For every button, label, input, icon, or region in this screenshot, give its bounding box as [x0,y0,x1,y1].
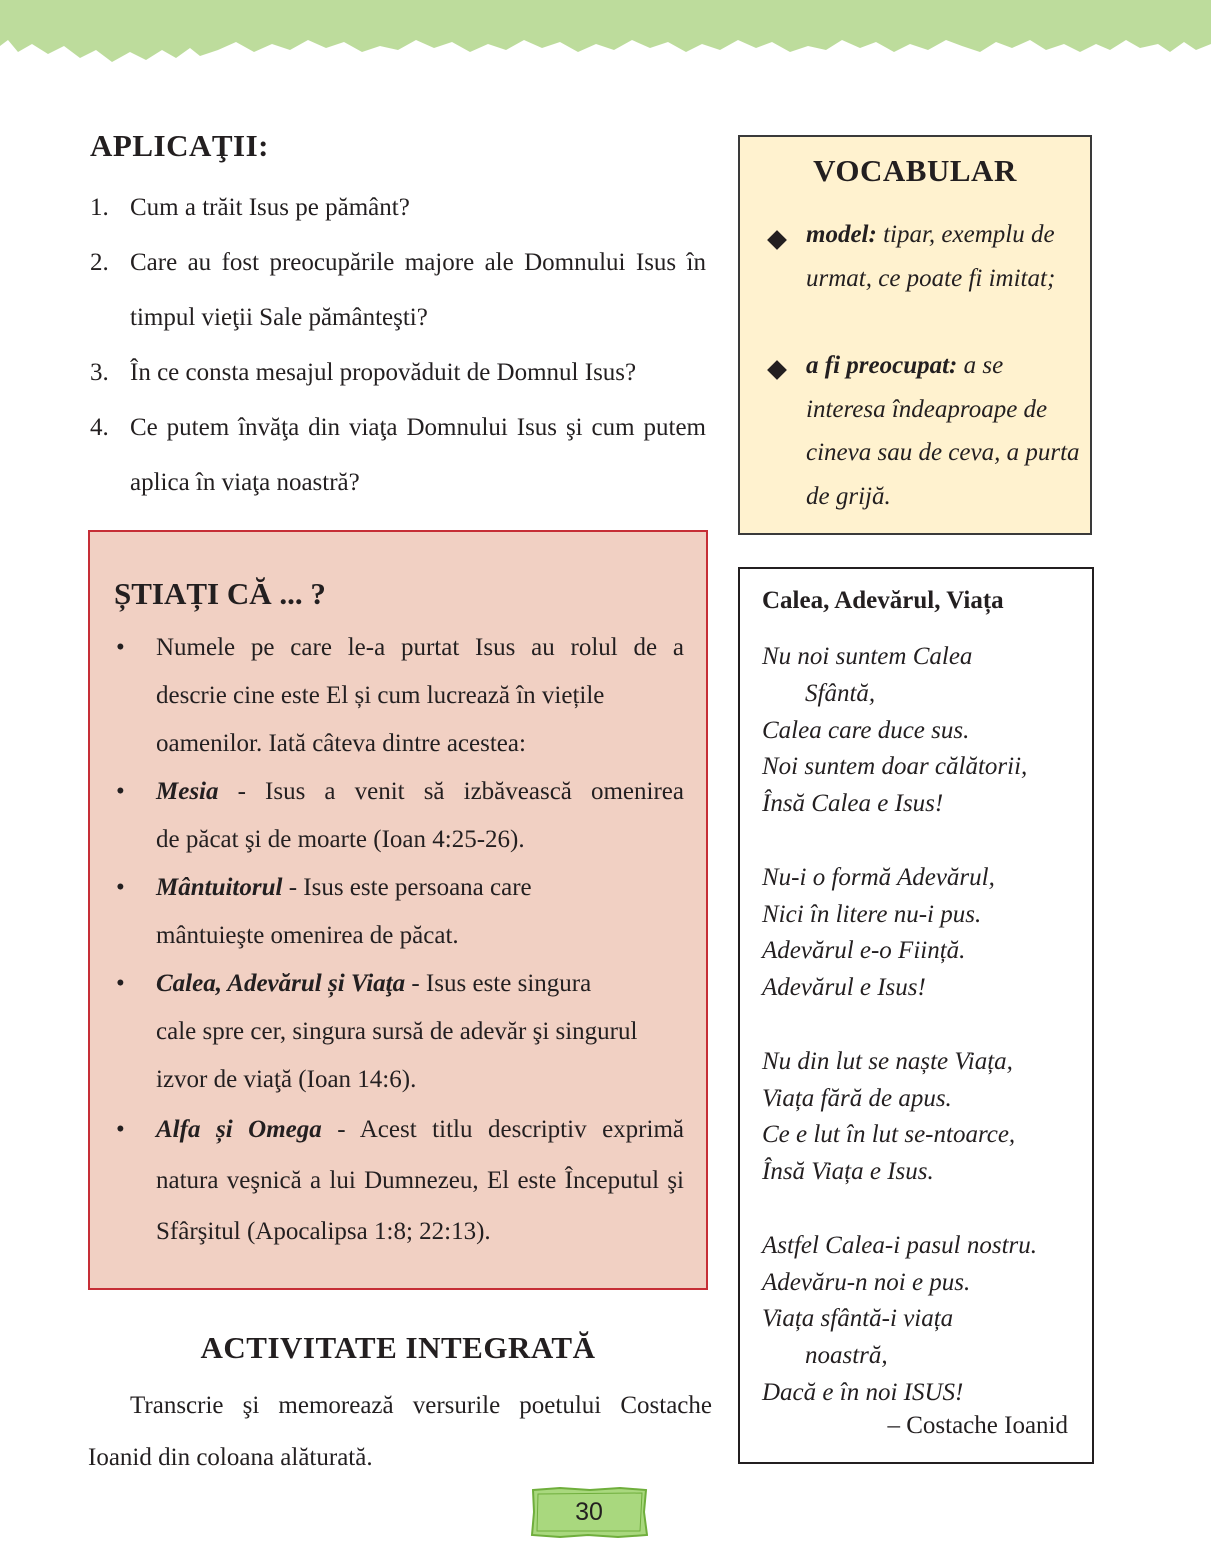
poem-line: Calea care duce sus. [762,716,970,744]
bullet-icon: • [116,1116,125,1143]
fact-item [114,1104,684,1257]
stiati-ca-box [88,530,708,1290]
poem-line: Nu din lut se naște Viața, [762,1047,1013,1075]
poem-line: Adevărul e-o Ființă. [762,937,966,965]
fact-text: mântuieşte omenirea de păcat. [156,922,459,949]
question-number: 1. [90,194,109,221]
fact-text: natura veşnică a lui Dumnezeu, El este Începutul şi Sfârşitul (Apocalipsa 1:8; 22:13). [156,1167,684,1245]
poem-line: Însă Viața e Isus. [762,1158,934,1186]
page-number: 30 [575,1498,603,1526]
vocab-definition: tipar, exemplu de urmat, ce poate fi imitat; [806,221,1056,292]
question-number: 3. [90,359,109,386]
poem-author: – Costache Ioanid [887,1412,1068,1439]
fact-line: - Acest titlu descriptiv exprimă [321,1116,684,1143]
activitate-line: Transcrie şi memorează versurile poetului Costache [130,1392,712,1419]
poem-title: Calea, Adevărul, Viața [762,587,1004,614]
poem-body [762,639,1092,1412]
poem-line: Noi suntem doar călătorii, [762,753,1028,781]
activitate-text [88,1380,712,1484]
fact-item [114,624,684,768]
fact-term: Mântuitorul [156,874,283,901]
fact-item [114,768,684,864]
poem-line: Însă Calea e Isus! [762,790,944,818]
question-item [90,180,706,235]
fact-line: Numele pe care le-a purtat Isus au rolul de a [156,634,684,661]
poem-line: Astfel Calea-i pasul nostru. [762,1231,1037,1259]
question-text: Care au fost preocupările majore ale Domnului Isus în timpul vieţii Sale pământeşti? [130,249,706,331]
diamond-bullet-icon [767,230,787,250]
question-item [90,235,706,345]
fact-term: Mesia [156,778,219,805]
fact-text: de păcat şi de moarte (Ioan 4:25-26). [156,826,525,853]
fact-text: cale spre cer, singura sursă de adevăr şi singurul izvor de viaţă (Ioan 14:6). [156,1018,638,1093]
poem-line: Nu noi suntem Calea [762,643,973,670]
question-text: Cum a trăit Isus pe pământ? [130,194,410,221]
poem-line: Nici în litere nu-i pus. [762,900,982,928]
vocabular-title: VOCABULAR [813,153,1017,188]
vocab-entry [806,213,1086,300]
activitate-line: Ioanid din coloana alăturată. [88,1444,373,1471]
bullet-icon: • [116,778,125,805]
fact-line: - Isus a venit să izbăvească omenirea [218,778,684,805]
poem-line: Nu-i o formă Adevărul, [762,863,995,891]
question-item [90,345,706,400]
fact-text: descrie cine este El și cum lucrează în viețile oamenilor. Iată câteva dintre acestea: [156,682,605,757]
fact-item [114,960,684,1104]
bullet-icon: • [116,970,125,997]
poem-line: Viața fără de apus. [762,1084,952,1112]
questions-list [90,180,706,510]
question-item [90,400,706,510]
poem-line: Viața sfântă-i viața [762,1305,954,1333]
diamond-bullet-icon [767,360,787,380]
page-number-tab [530,1486,648,1538]
top-decorative-band [0,0,1211,80]
question-text: În ce consta mesajul propovăduit de Domnul Isus? [130,359,637,386]
bullet-icon: • [116,874,125,901]
question-number: 4. [90,414,109,441]
vocab-definition: a se interesa îndeaproape de cineva sau de ceva, a purta de grijă. [806,352,1080,510]
bullet-icon: • [116,634,125,661]
poem-line: noastră, [805,1342,888,1370]
poem-line: Adevărul e Isus! [762,974,926,1002]
vocab-term: model: [806,221,877,248]
question-number: 2. [90,249,109,276]
fact-line: - Isus este persoana care [282,874,532,901]
activitate-heading: ACTIVITATE INTEGRATĂ [200,1330,596,1365]
fact-term: Calea, Adevărul și Viaţa [156,970,406,997]
vocabular-box [738,135,1092,535]
stiati-ca-title: ȘTIAȚI CĂ ... ? [114,576,326,611]
vocab-entry [806,344,1086,518]
question-text: Ce putem învăţa din viaţa Domnului Isus şi cum putem aplica în viaţa noastră? [130,414,706,496]
vocab-term: a fi preocupat: [806,352,958,379]
facts-list [114,624,684,1257]
poem-line: Dacă e în noi ISUS! [762,1378,964,1406]
poem-line: Adevăru-n noi e pus. [762,1268,971,1296]
fact-item [114,864,684,960]
aplicatii-heading: APLICAŢII: [90,128,269,163]
fact-term: Alfa și Omega [156,1116,322,1143]
poem-line: Ce e lut în lut se-ntoarce, [762,1121,1016,1149]
poem-box [738,567,1094,1464]
fact-line: - Isus este singura [405,970,592,997]
poem-line: Sfântă, [805,679,876,707]
